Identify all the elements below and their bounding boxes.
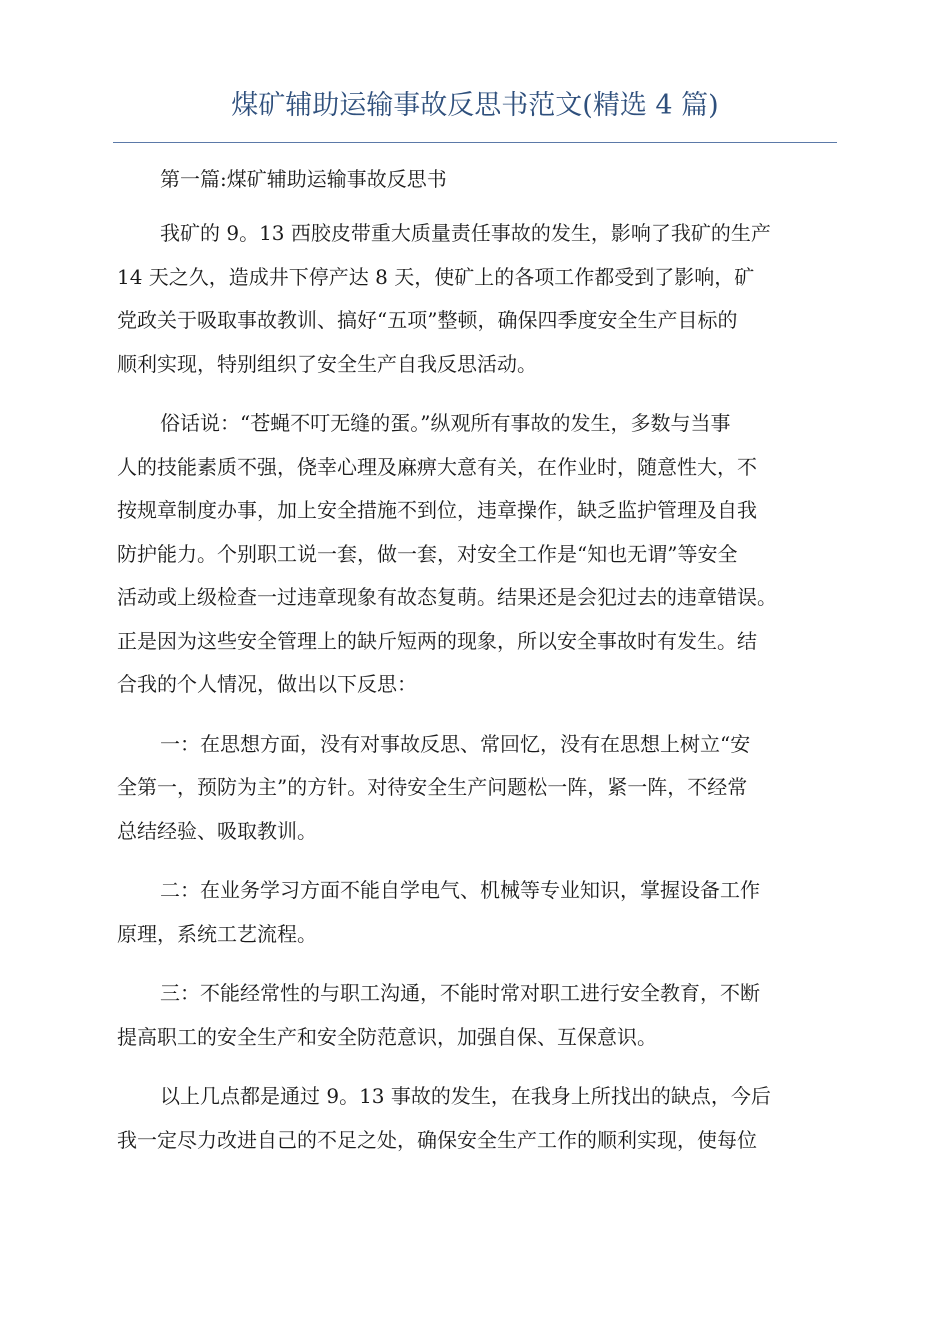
paragraph-line: 一：在思想方面，没有对事故反思、常回忆，没有在思想上树立“安 — [160, 731, 751, 756]
paragraph-line: 原理，系统工艺流程。 — [117, 921, 317, 946]
paragraph-2 — [117, 402, 832, 707]
paragraph-6 — [117, 1075, 832, 1162]
paragraph-line: 14 天之久，造成井下停产达 8 天，使矿上的各项工作都受到了影响，矿 — [117, 264, 755, 289]
paragraph-line: 我矿的 9。13 西胶皮带重大质量责任事故的发生，影响了我矿的生产 — [160, 221, 771, 245]
paragraph-line: 按规章制度办事，加上安全措施不到位，违章操作，缺乏监护管理及自我 — [117, 498, 757, 522]
paragraph-line: 总结经验、吸取教训。 — [117, 818, 317, 843]
paragraph-line: 防护能力。个别职工说一套，做一套，对安全工作是“知也无谓”等安全 — [117, 541, 738, 566]
document-body — [117, 158, 832, 1162]
paragraph-line: 人的技能素质不强，侥幸心理及麻痹大意有关，在作业时，随意性大，不 — [117, 454, 757, 479]
paragraph-line: 顺利实现，特别组织了安全生产自我反思活动。 — [117, 351, 537, 376]
paragraph-line: 二：在业务学习方面不能自学电气、机械等专业知识，掌握设备工作 — [160, 878, 760, 902]
paragraph-4 — [117, 869, 832, 956]
paragraph-5 — [117, 972, 832, 1059]
paragraph-line: 正是因为这些安全管理上的缺斤短两的现象，所以安全事故时有发生。结 — [117, 628, 757, 653]
paragraph-line: 提高职工的安全生产和安全防范意识，加强自保、互保意识。 — [117, 1024, 657, 1049]
paragraph-line: 党政关于吸取事故教训、搞好“五项”整顿，确保四季度安全生产目标的 — [117, 308, 738, 332]
paragraph-1 — [117, 212, 832, 386]
document-title: 煤矿辅助运输事故反思书范文(精选 4 篇) — [231, 90, 719, 121]
paragraph-line: 全第一，预防为主”的方针。对待安全生产问题松一阵，紧一阵，不经常 — [117, 775, 748, 799]
paragraph-line: 合我的个人情况，做出以下反思： — [117, 672, 417, 696]
title-divider — [113, 142, 837, 143]
paragraph-line: 以上几点都是通过 9。13 事故的发生，在我身上所找出的缺点，今后 — [160, 1084, 771, 1108]
paragraph-line: 活动或上级检查一过违章现象有故态复萌。结果还是会犯过去的违章错误。 — [117, 585, 777, 609]
section-heading: 第一篇:煤矿辅助运输事故反思书 — [160, 167, 447, 191]
paragraph-line: 我一定尽力改进自己的不足之处，确保安全生产工作的顺利实现，使每位 — [117, 1127, 757, 1152]
paragraph-line: 三：不能经常性的与职工沟通，不能时常对职工进行安全教育，不断 — [160, 981, 760, 1005]
paragraph-line: 俗话说：“苍蝇不叮无缝的蛋。”纵观所有事故的发生，多数与当事 — [160, 411, 731, 435]
paragraph-3 — [117, 723, 832, 854]
